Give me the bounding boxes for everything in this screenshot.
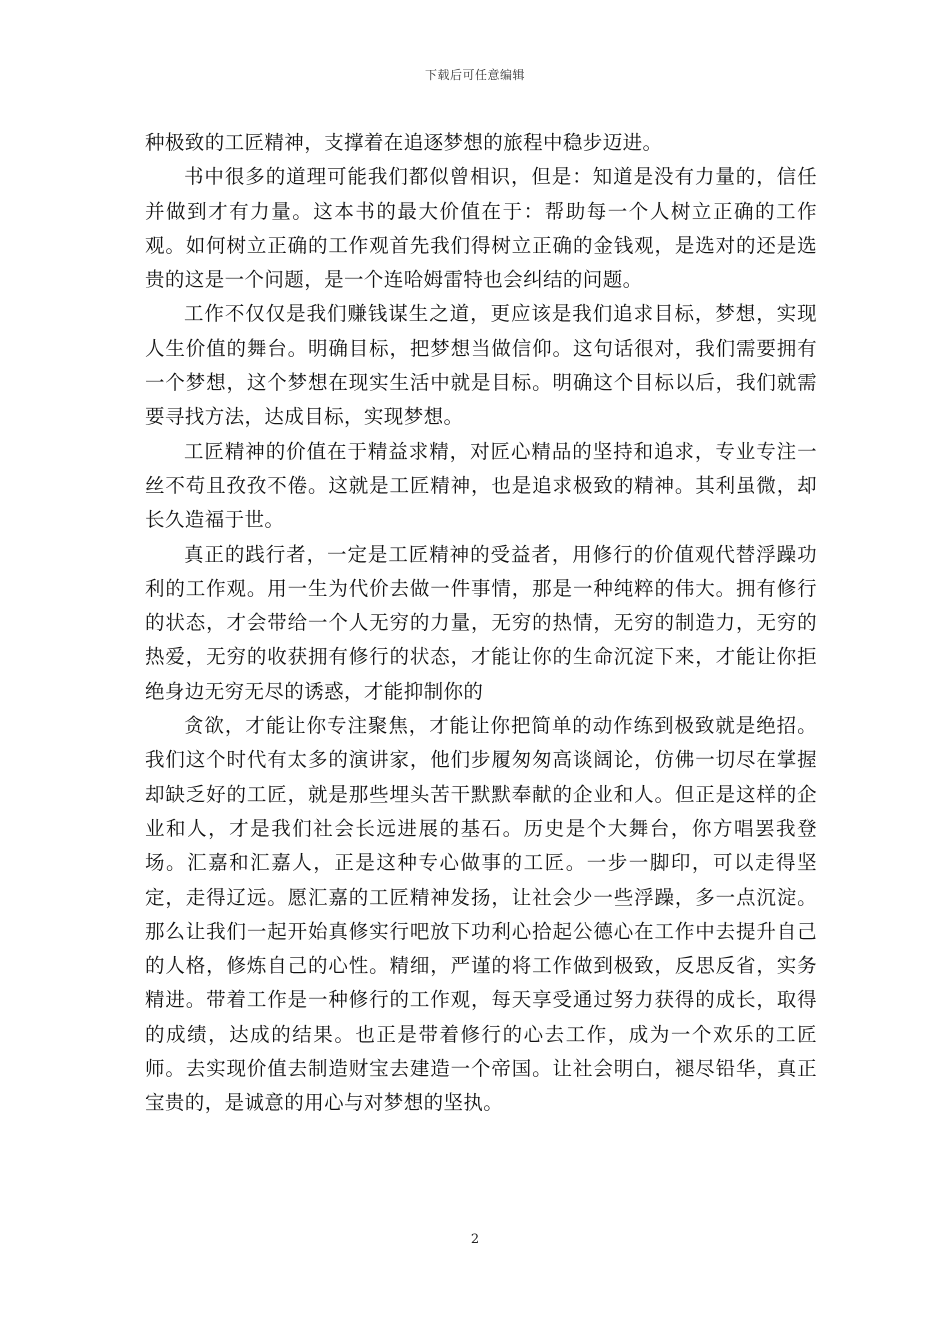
page-header: 下载后可任意编辑 [424,68,525,82]
paragraph: 工匠精神的价值在于精益求精，对匠心精品的坚持和追求，专业专注一丝不苟且孜孜不倦。这就是工匠精神，也是追求极致的精神。其利虽微，却长久造福于世。 [145,439,817,532]
paragraph-continuation: 种极致的工匠精神，支撑着在追逐梦想的旅程中稳步迈进。 [145,131,663,154]
paragraph: 贪欲，才能让你专注聚焦，才能让你把简单的动作练到极致就是绝招。我们这个时代有太多的演讲家，他们步履匆匆高谈阔论，仿佛一切尽在掌握却缺乏好的工匠，就是那些埋头苦干默默奉献的企业和人。但正是这样的企业和人，才是我们社会长远进展的基石。历史是个大舞台，你方唱罢我登场。汇嘉和汇嘉人，正是这种专心做事的工匠。一步一脚印，可以走得坚定，走得辽远。愿汇嘉的工匠精神发扬，让社会少一些浮躁，多一点沉淀。那么让我们一起开始真修实行吧放下功利心拾起公德心在工作中去提升自己的人格，修炼自己的心性。精细，严谨的将工作做到极致，反思反省，实务精进。带着工作是一种修行的工作观，每天享受通过努力获得的成长，取得的成绩，达成的结果。也正是带着修行的心去工作，成为一个欢乐的工匠师。去实现价值去制造财宝去建造一个帝国。让社会明白，褪尽铅华，真正宝贵的，是诚意的用心与对梦想的坚执。 [145,714,817,1115]
paragraph: 书中很多的道理可能我们都似曾相识，但是：知道是没有力量的，信任并做到才有力量。这本书的最大价值在于：帮助每一个人树立正确的工作观。如何树立正确的工作观首先我们得树立正确的金钱观，是选对的还是选贵的这是一个问题，是一个连哈姆雷特也会纠结的问题。 [145,165,817,292]
paragraph: 工作不仅仅是我们赚钱谋生之道，更应该是我们追求目标，梦想，实现人生价值的舞台。明确目标，把梦想当做信仰。这句话很对，我们需要拥有一个梦想，这个梦想在现实生活中就是目标。明确这个目标以后，我们就需要寻找方法，达成目标，实现梦想。 [145,302,817,429]
page-number: 2 [470,1232,480,1247]
paragraph: 真正的践行者，一定是工匠精神的受益者，用修行的价值观代替浮躁功利的工作观。用一生为代价去做一件事情，那是一种纯粹的伟大。拥有修行的状态，才会带给一个人无穷的力量，无穷的热情，无穷的制造力，无穷的热爱，无穷的收获拥有修行的状态，才能让你的生命沉淀下来，才能让你拒绝身边无穷无尽的诱惑，才能抑制你的 [145,542,817,703]
document-body [145,126,817,1121]
